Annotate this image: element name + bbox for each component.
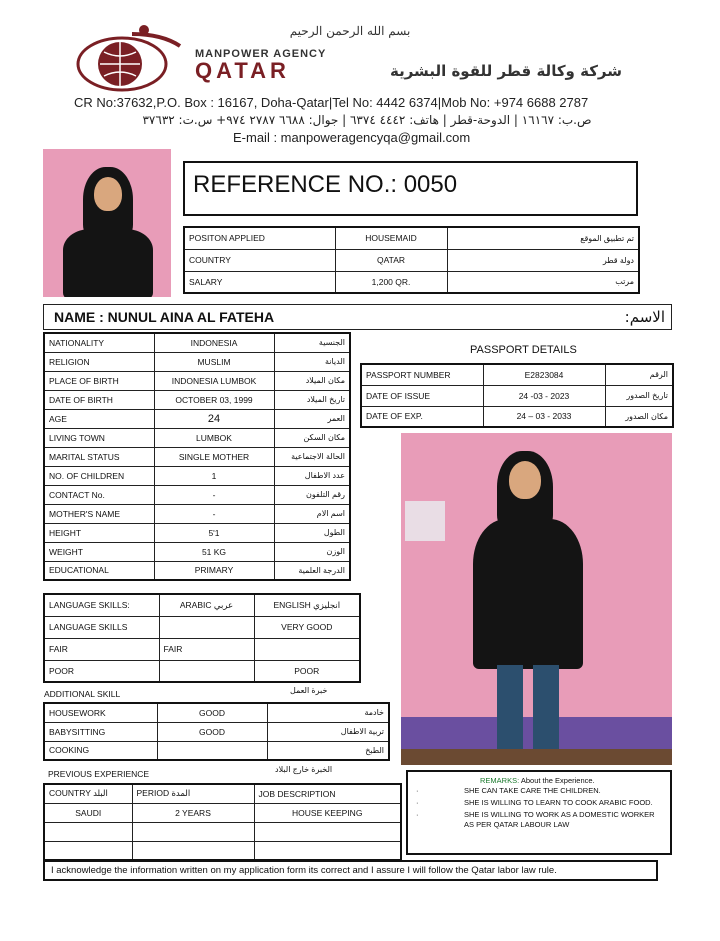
experience-empty-cell xyxy=(44,822,132,841)
children-label: NO. OF CHILDREN xyxy=(44,466,154,485)
contact-value: - xyxy=(154,485,274,504)
name-row xyxy=(43,304,672,330)
remarks-item-text: SHE IS WILLING TO LEARN TO COOK ARABIC FOOD. xyxy=(464,798,653,807)
marital-label: MARITAL STATUS xyxy=(44,447,154,466)
birthplace-label: PLACE OF BIRTH xyxy=(44,371,154,390)
babysitting-value: GOOD xyxy=(157,722,267,741)
experience-empty-cell xyxy=(254,822,401,841)
birthplace-value: INDONESIA LUMBOK xyxy=(154,371,274,390)
position-table xyxy=(183,226,640,294)
additional-skill-table xyxy=(43,702,390,761)
language-fair-english xyxy=(254,638,360,660)
agency-logo xyxy=(72,24,184,94)
position-value: HOUSEMAID xyxy=(335,227,447,249)
experience-table xyxy=(43,783,402,861)
marital-label-ar: الحالة الاجتماعية xyxy=(274,447,350,466)
religion-label-ar: الديانة xyxy=(274,352,350,371)
height-value: 5'1 xyxy=(154,523,274,542)
issue-date-label: DATE OF ISSUE xyxy=(361,385,483,406)
passport-number-value: E2823084 xyxy=(483,364,605,385)
experience-country: SAUDI xyxy=(44,803,132,822)
remarks-item: · SHE CAN TAKE CARE THE CHILDREN. xyxy=(416,786,601,795)
experience-header-period: PERIOD المدة xyxy=(132,784,254,803)
bismillah: بسم الله الرحمن الرحيم xyxy=(289,24,411,38)
experience-period: 2 YEARS xyxy=(132,803,254,822)
language-header-label: LANGUAGE SKILLS: xyxy=(44,594,159,616)
additional-skill-title: ADDITIONAL SKILL xyxy=(44,689,121,699)
position-label-ar: تم تطبيق الموقع xyxy=(447,227,639,249)
children-label-ar: عدد الاطفال xyxy=(274,466,350,485)
salary-label: SALARY xyxy=(184,271,335,293)
age-label-ar: العمر xyxy=(274,409,350,428)
experience-job: HOUSE KEEPING xyxy=(254,803,401,822)
religion-label: RELIGION xyxy=(44,352,154,371)
contact-line-arabic: ص.ب: ١٦١٦٧ | الدوحة-قطر | هاتف: ٤٤٤٢ ٦٣٧٤ | جوال: ٦٦٨٨ ٢٧٨٧ ٩٧٤+ س.ت: ٣٧٦٣٢ xyxy=(142,113,592,127)
position-label: POSITON APPLIED xyxy=(184,227,335,249)
expiry-date-label: DATE OF EXP. xyxy=(361,406,483,427)
applicant-photo-small xyxy=(43,149,171,297)
passport-number-label: PASSPORT NUMBER xyxy=(361,364,483,385)
country-value: QATAR xyxy=(335,249,447,271)
weight-label-ar: الوزن xyxy=(274,542,350,561)
height-label-ar: الطول xyxy=(274,523,350,542)
weight-value: 51 KG xyxy=(154,542,274,561)
remarks-item: · SHE IS WILLING TO WORK AS A DOMESTIC WORKER AS PER QATAR LABOUR LAW xyxy=(416,810,666,830)
height-label: HEIGHT xyxy=(44,523,154,542)
language-fair-arabic: FAIR xyxy=(159,638,254,660)
age-value: 24 xyxy=(154,409,274,428)
salary-label-ar: مرتب xyxy=(447,271,639,293)
cooking-value xyxy=(157,741,267,760)
remarks-item-text: SHE CAN TAKE CARE THE CHILDREN. xyxy=(464,786,601,795)
language-poor-label: POOR xyxy=(44,660,159,682)
experience-empty-cell xyxy=(132,822,254,841)
agency-name-arabic: شركة وكالة قطر للقوة البشرية xyxy=(390,62,622,80)
expiry-date-value: 24 – 03 - 2033 xyxy=(483,406,605,427)
email-line: E-mail : manpoweragencyqa@gmail.com xyxy=(233,130,471,145)
education-value: PRIMARY xyxy=(154,561,274,580)
nationality-label: NATIONALITY xyxy=(44,333,154,352)
remarks-subtitle: About the Experience. xyxy=(520,776,595,785)
mother-label: MOTHER'S NAME xyxy=(44,504,154,523)
housework-label-ar: خادمة xyxy=(267,703,389,722)
contact-label: CONTACT No. xyxy=(44,485,154,504)
remarks-title: REMARKS: xyxy=(480,776,520,785)
contact-label-ar: رقم التلفون xyxy=(274,485,350,504)
experience-title-ar: الخبرة خارج البلاد xyxy=(275,765,333,774)
remarks-list xyxy=(416,786,666,830)
remarks-item: · SHE IS WILLING TO LEARN TO COOK ARABIC FOOD. xyxy=(416,798,653,807)
remarks-item-text: SHE IS WILLING TO WORK AS A DOMESTIC WORKER AS PER QATAR LABOUR LAW xyxy=(464,810,655,829)
dob-value: OCTOBER 03, 1999 xyxy=(154,390,274,409)
babysitting-label: BABYSITTING xyxy=(44,722,157,741)
language-poor-english: POOR xyxy=(254,660,360,682)
town-label: LIVING TOWN xyxy=(44,428,154,447)
agency-name-big: QATAR xyxy=(195,58,290,83)
dob-label-ar: تاريخ الميلاد xyxy=(274,390,350,409)
marital-value: SINGLE MOTHER xyxy=(154,447,274,466)
education-label-ar: الدرجة العلمية xyxy=(274,561,350,580)
agency-name-small: MANPOWER AGENCY xyxy=(195,48,327,60)
children-value: 1 xyxy=(154,466,274,485)
issue-date-label-ar: تاريخ الصدور xyxy=(605,385,673,406)
babysitting-label-ar: تربية الاطفال xyxy=(267,722,389,741)
nationality-label-ar: الجنسية xyxy=(274,333,350,352)
reference-box xyxy=(183,161,638,216)
nationality-value: INDONESIA xyxy=(154,333,274,352)
contact-line: CR No:37632,P.O. Box : 16167, Doha-Qatar|Tel No: 4442 6374|Mob No: +974 6688 2787 xyxy=(74,95,589,110)
housework-value: GOOD xyxy=(157,703,267,722)
mother-value: - xyxy=(154,504,274,523)
country-label: COUNTRY xyxy=(184,249,335,271)
language-fair-label: FAIR xyxy=(44,638,159,660)
town-label-ar: مكان السكن xyxy=(274,428,350,447)
acknowledgement-box xyxy=(43,860,658,881)
religion-value: MUSLIM xyxy=(154,352,274,371)
housework-label: HOUSEWORK xyxy=(44,703,157,722)
language-row-label: LANGUAGE SKILLS xyxy=(44,616,159,638)
language-poor-arabic xyxy=(159,660,254,682)
language-header-arabic: ARABIC عربي xyxy=(159,594,254,616)
name-label-ar: الاسم: xyxy=(624,308,665,326)
town-value: LUMBOK xyxy=(154,428,274,447)
country-label-ar: دولة قطر xyxy=(447,249,639,271)
cooking-label: COOKING xyxy=(44,741,157,760)
applicant-photo-full xyxy=(401,433,672,765)
language-row-english: VERY GOOD xyxy=(254,616,360,638)
language-table xyxy=(43,593,361,683)
acknowledgement-text: I acknowledge the information written on my application form its correct and I assure I will follow the Qatar labor law rule. xyxy=(51,865,557,876)
passport-title: PASSPORT DETAILS xyxy=(470,344,577,356)
remarks-heading xyxy=(480,776,595,785)
personal-details-table xyxy=(43,332,351,581)
age-label: AGE xyxy=(44,409,154,428)
issue-date-value: 24 -03 - 2023 xyxy=(483,385,605,406)
cooking-label-ar: الطبخ xyxy=(267,741,389,760)
additional-skill-title-ar: خبرة العمل xyxy=(290,686,328,695)
experience-empty-cell xyxy=(132,841,254,860)
reference-number: REFERENCE NO.: 0050 xyxy=(193,171,458,198)
experience-title: PREVIOUS EXPERIENCE xyxy=(48,769,150,779)
mother-label-ar: اسم الام xyxy=(274,504,350,523)
experience-header-country: COUNTRY البلد xyxy=(44,784,132,803)
language-header-english: ENGLISH انجليزي xyxy=(254,594,360,616)
passport-table xyxy=(360,363,674,428)
weight-label: WEIGHT xyxy=(44,542,154,561)
experience-empty-cell xyxy=(44,841,132,860)
expiry-date-label-ar: مكان الصدور xyxy=(605,406,673,427)
education-label: EDUCATIONAL xyxy=(44,561,154,580)
passport-number-label-ar: الرقم xyxy=(605,364,673,385)
experience-header-job: JOB DESCRIPTION xyxy=(254,784,401,803)
birthplace-label-ar: مكان الميلاد xyxy=(274,371,350,390)
language-row-arabic xyxy=(159,616,254,638)
remarks-box xyxy=(406,770,672,855)
experience-empty-cell xyxy=(254,841,401,860)
dob-label: DATE OF BIRTH xyxy=(44,390,154,409)
salary-value: 1,200 QR. xyxy=(335,271,447,293)
applicant-name: NAME : NUNUL AINA AL FATEHA xyxy=(54,309,275,325)
